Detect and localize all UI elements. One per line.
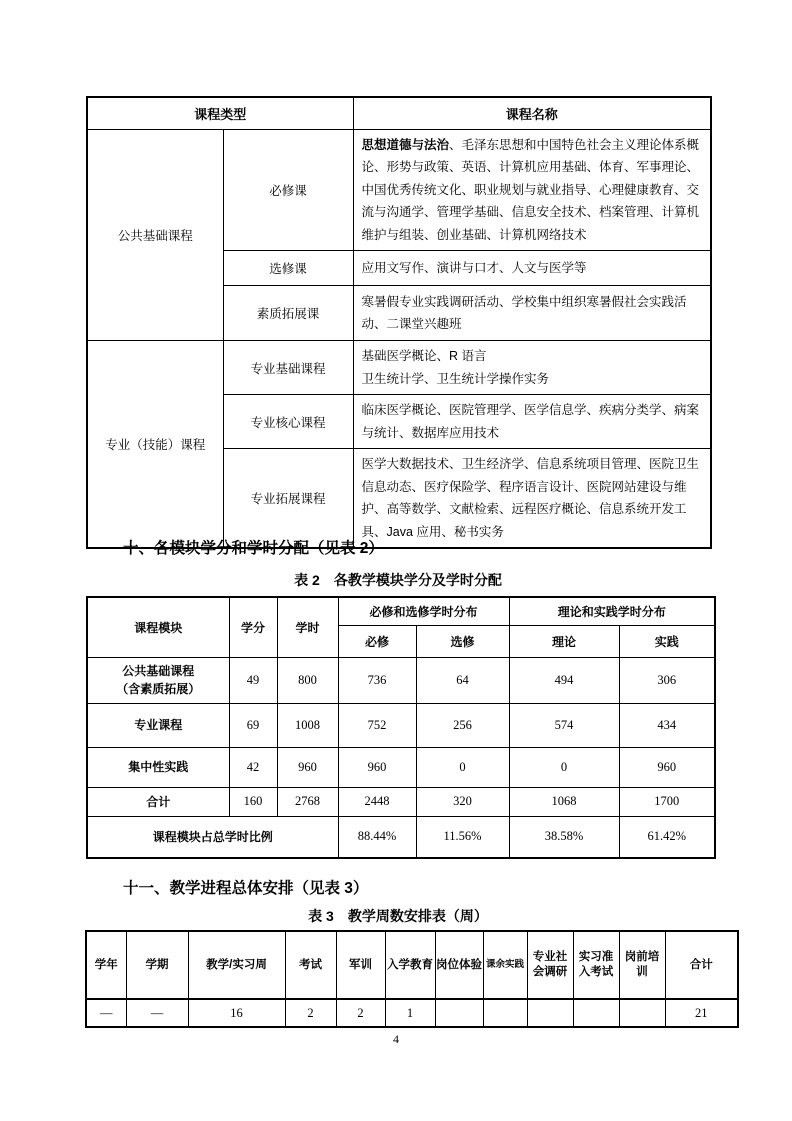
t2-hours: 800: [277, 657, 338, 703]
section-11-heading: 十一、教学进程总体安排（见表 3）: [123, 880, 369, 897]
t2-ratio-label: 课程模块占总学时比例: [87, 816, 338, 858]
t2-theory: 494: [509, 657, 619, 703]
t3-header-teaching-weeks: 教学/实习周: [188, 931, 285, 999]
t3-cell-extracurricular-practice: [483, 999, 527, 1027]
t2-module-professional: 专业课程: [87, 703, 229, 747]
t1-type-elective: 选修课: [223, 251, 353, 286]
t1-category-public-basic: 公共基础课程: [87, 129, 223, 341]
table-row: [87, 129, 711, 251]
table-2-caption: 表 2 各教学模块学分及学时分配: [294, 572, 502, 588]
t2-ratio-elective: 11.56%: [416, 816, 509, 858]
t3-cell-pre-job-training: [619, 999, 665, 1027]
table-row: [87, 816, 715, 858]
t2-module-line2: （含素质拓展）: [116, 682, 201, 696]
t2-module-concentrated-practice: 集中性实践: [87, 747, 229, 787]
t3-header-enrollment-education: 入学教育: [385, 931, 435, 999]
t3-cell-school-year: —: [86, 999, 126, 1027]
t2-header-elective: 选修: [416, 625, 509, 657]
t3-cell-military-training: 2: [336, 999, 385, 1027]
t2-theory: 1068: [509, 787, 619, 816]
t2-practice: 306: [619, 657, 715, 703]
t2-hours: 960: [277, 747, 338, 787]
t3-cell-teaching-weeks: 16: [188, 999, 285, 1027]
t2-theory: 574: [509, 703, 619, 747]
t3-header-total: 合计: [665, 931, 738, 999]
t2-module-public-basic: [87, 657, 229, 703]
t2-credits: 49: [229, 657, 277, 703]
t2-header-credits: 学分: [229, 597, 277, 657]
t1-type-professional-basic: 专业基础课程: [223, 341, 353, 395]
t2-module-total: 合计: [87, 787, 229, 816]
section-10-heading: 十、各模块学分和学时分配（见表 2）: [123, 540, 384, 557]
table-row: [86, 931, 738, 999]
t2-header-theory: 理论: [509, 625, 619, 657]
table-row: [87, 597, 715, 625]
t2-practice: 434: [619, 703, 715, 747]
t3-cell-internship-entry-exam: [573, 999, 619, 1027]
t3-cell-enrollment-education: 1: [385, 999, 435, 1027]
t1-courses-elective: 应用文写作、演讲与口才、人文与医学等: [353, 251, 711, 286]
t1-type-professional-core: 专业核心课程: [223, 395, 353, 449]
table-row: [87, 747, 715, 787]
t3-header-military-training: 军训: [336, 931, 385, 999]
t3-header-internship-entry-exam: 实习准入考试: [573, 931, 619, 999]
t1-courses-line2: 卫生统计学、卫生统计学操作实务: [361, 371, 550, 386]
t2-required: 960: [338, 747, 416, 787]
t2-required: 752: [338, 703, 416, 747]
t3-cell-post-experience: [435, 999, 483, 1027]
table-row: [87, 657, 715, 703]
table-row: [87, 97, 711, 129]
t2-theory: 0: [509, 747, 619, 787]
t2-module-line1: 公共基础课程: [122, 664, 195, 678]
t2-header-module: 课程模块: [87, 597, 229, 657]
t2-required: 2448: [338, 787, 416, 816]
t3-header-post-experience: 岗位体验: [435, 931, 483, 999]
t3-cell-total: 21: [665, 999, 738, 1027]
table-row: [87, 787, 715, 816]
t1-type-required: 必修课: [223, 129, 353, 251]
t2-ratio-required: 88.44%: [338, 816, 416, 858]
t1-courses-line1: 基础医学概论、R 语言: [361, 349, 487, 363]
table-row: [86, 999, 738, 1027]
t2-credits: 42: [229, 747, 277, 787]
t3-cell-semester: —: [126, 999, 188, 1027]
t1-header-course-type: 课程类型: [87, 97, 353, 129]
t3-header-school-year: 学年: [86, 931, 126, 999]
t2-header-practice: 实践: [619, 625, 715, 657]
t2-header-group-required-elective: 必修和选修学时分布: [338, 597, 509, 625]
t1-courses-professional-expansion: 医学大数据技术、卫生经济学、信息系统项目管理、医院卫生信息动态、医疗保险学、程序语言设计、医院网站建设与维护、高等数学、文献检索、远程医疗概论、信息系统开发工具、Java 应用、秘书实务: [353, 449, 711, 549]
t2-elective: 0: [416, 747, 509, 787]
table-3-caption: 表 3 教学周数安排表（周）: [308, 908, 488, 924]
t1-courses-required: [353, 129, 711, 251]
t2-hours: 2768: [277, 787, 338, 816]
teaching-weeks-table: [85, 930, 739, 1028]
t2-practice: 1700: [619, 787, 715, 816]
t2-header-hours: 学时: [277, 597, 338, 657]
t2-ratio-practice: 61.42%: [619, 816, 715, 858]
page-number: 4: [393, 1032, 399, 1046]
t2-elective: 320: [416, 787, 509, 816]
table-row: [87, 341, 711, 395]
t1-courses-professional-basic: [353, 341, 711, 395]
t3-header-exam: 考试: [285, 931, 336, 999]
t1-courses-professional-core: 临床医学概论、医院管理学、医学信息学、疾病分类学、病案与统计、数据库应用技术: [353, 395, 711, 449]
t1-type-professional-expansion: 专业拓展课程: [223, 449, 353, 549]
t3-header-semester: 学期: [126, 931, 188, 999]
t2-header-required: 必修: [338, 625, 416, 657]
t2-hours: 1008: [277, 703, 338, 747]
t1-header-course-name: 课程名称: [353, 97, 711, 129]
t2-elective: 256: [416, 703, 509, 747]
t1-bold-course-name: 思想道德与法治: [361, 137, 450, 152]
t2-required: 736: [338, 657, 416, 703]
t3-header-social-research: 专业社会调研: [527, 931, 573, 999]
t1-category-professional: 专业（技能）课程: [87, 341, 223, 549]
t2-credits: 69: [229, 703, 277, 747]
t2-practice: 960: [619, 747, 715, 787]
t1-courses-required-text: 、毛泽东思想和中国特色社会主义理论体系概论、形势与政策、英语、计算机应用基础、体育、军事理论、中国优秀传统文化、职业规划与就业指导、心理健康教育、交流与沟通学、管理学基础、信息安全技术、档案管理、计算机维护与组装、创业基础、计算机网络技术: [361, 137, 700, 242]
t2-credits: 160: [229, 787, 277, 816]
t2-ratio-theory: 38.58%: [509, 816, 619, 858]
t3-cell-exam: 2: [285, 999, 336, 1027]
t3-header-extracurricular-practice: 课余实践: [483, 931, 527, 999]
t2-elective: 64: [416, 657, 509, 703]
course-category-table: [86, 96, 712, 549]
t1-type-quality-expansion: 素质拓展课: [223, 286, 353, 341]
t1-courses-quality-expansion: 寒暑假专业实践调研活动、学校集中组织寒暑假社会实践活动、二课堂兴趣班: [353, 286, 711, 341]
t3-cell-social-research: [527, 999, 573, 1027]
t3-header-pre-job-training: 岗前培训: [619, 931, 665, 999]
t2-header-group-theory-practice: 理论和实践学时分布: [509, 597, 715, 625]
credit-hour-table: [86, 596, 716, 859]
table-row: [87, 703, 715, 747]
